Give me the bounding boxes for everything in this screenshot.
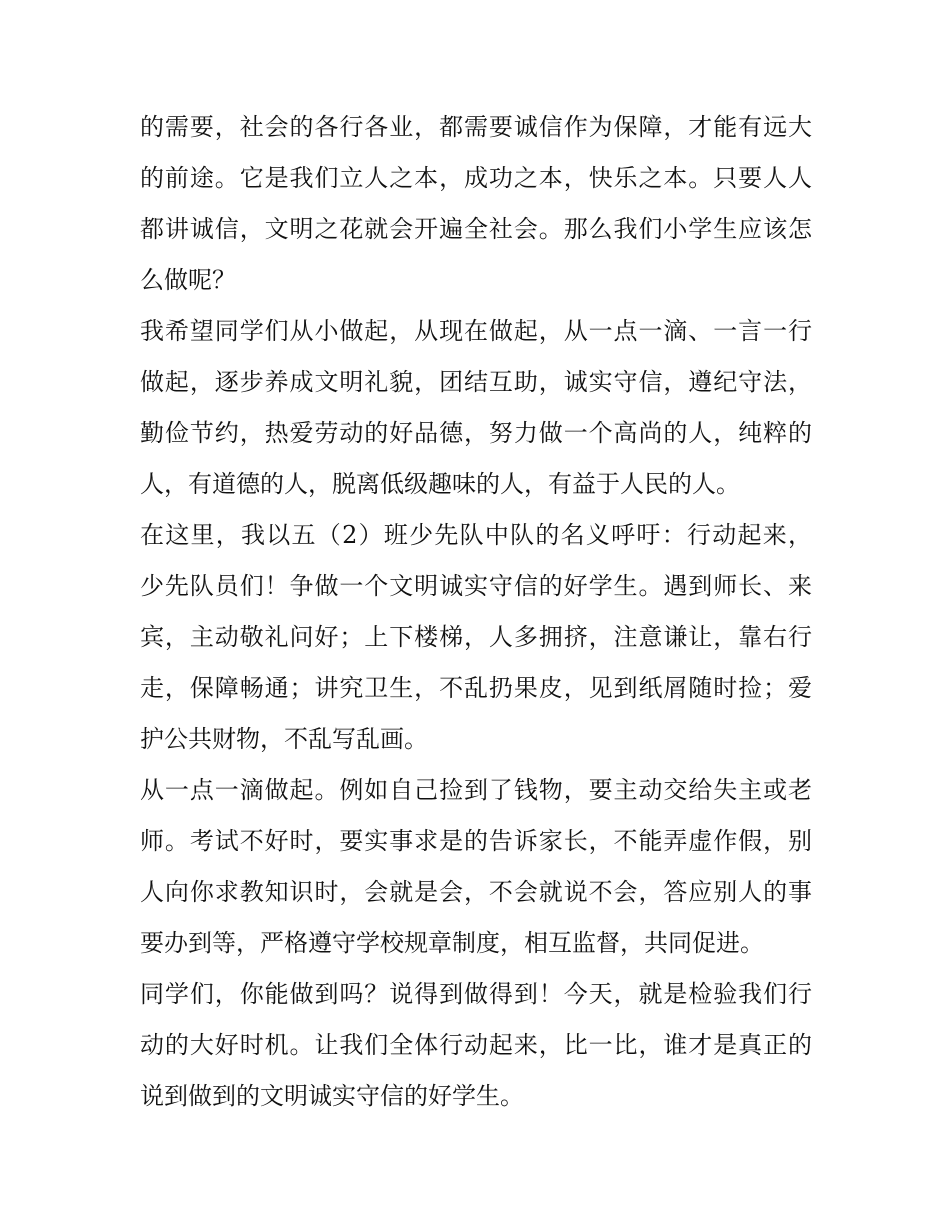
paragraph-3 xyxy=(140,510,812,765)
document-body xyxy=(140,102,812,1122)
paragraph-5 xyxy=(140,969,812,1122)
paragraph-4 xyxy=(140,765,812,969)
text-line: 说到做到的文明诚实守信的好学生。 xyxy=(140,1082,524,1110)
text-line: 的前途。它是我们立人之本，成功之本，快乐之本。只要人人 xyxy=(140,164,812,192)
text-line: 勤俭节约，热爱劳动的好品德，努力做一个高尚的人，纯粹的 xyxy=(140,419,812,447)
text-line: 在这里，我以五（2）班少先队中队的名义呼吁：行动起来， xyxy=(140,521,812,549)
text-line: 少先队员们！争做一个文明诚实守信的好学生。遇到师长、来 xyxy=(140,572,812,600)
text-line: 我希望同学们从小做起，从现在做起，从一点一滴、一言一行 xyxy=(140,317,812,345)
paragraph-2 xyxy=(140,306,812,510)
text-line: 都讲诚信，文明之花就会开遍全社会。那么我们小学生应该怎 xyxy=(140,215,812,243)
text-line: 护公共财物，不乱写乱画。 xyxy=(140,725,428,753)
text-line: 人向你求教知识时，会就是会，不会就说不会，答应别人的事 xyxy=(140,878,812,906)
text-line: 师。考试不好时，要实事求是的告诉家长，不能弄虚作假，别 xyxy=(140,827,812,855)
paragraph-1 xyxy=(140,102,812,306)
text-line: 从一点一滴做起。例如自己捡到了钱物，要主动交给失主或老 xyxy=(140,776,812,804)
text-line: 么做呢？ xyxy=(140,266,236,294)
text-line: 要办到等，严格遵守学校规章制度，相互监督，共同促进。 xyxy=(140,929,764,957)
text-line: 的需要，社会的各行各业，都需要诚信作为保障，才能有远大 xyxy=(140,113,812,141)
text-line: 宾，主动敬礼问好；上下楼梯，人多拥挤，注意谦让，靠右行 xyxy=(140,623,812,651)
text-line: 同学们，你能做到吗？说得到做得到！今天，就是检验我们行 xyxy=(140,980,812,1008)
text-line: 动的大好时机。让我们全体行动起来，比一比，谁才是真正的 xyxy=(140,1031,812,1059)
text-line: 人，有道德的人，脱离低级趣味的人，有益于人民的人。 xyxy=(140,470,740,498)
text-line: 做起，逐步养成文明礼貌，团结互助，诚实守信，遵纪守法， xyxy=(140,368,812,396)
text-line: 走，保障畅通；讲究卫生，不乱扔果皮，见到纸屑随时捡；爱 xyxy=(140,674,812,702)
